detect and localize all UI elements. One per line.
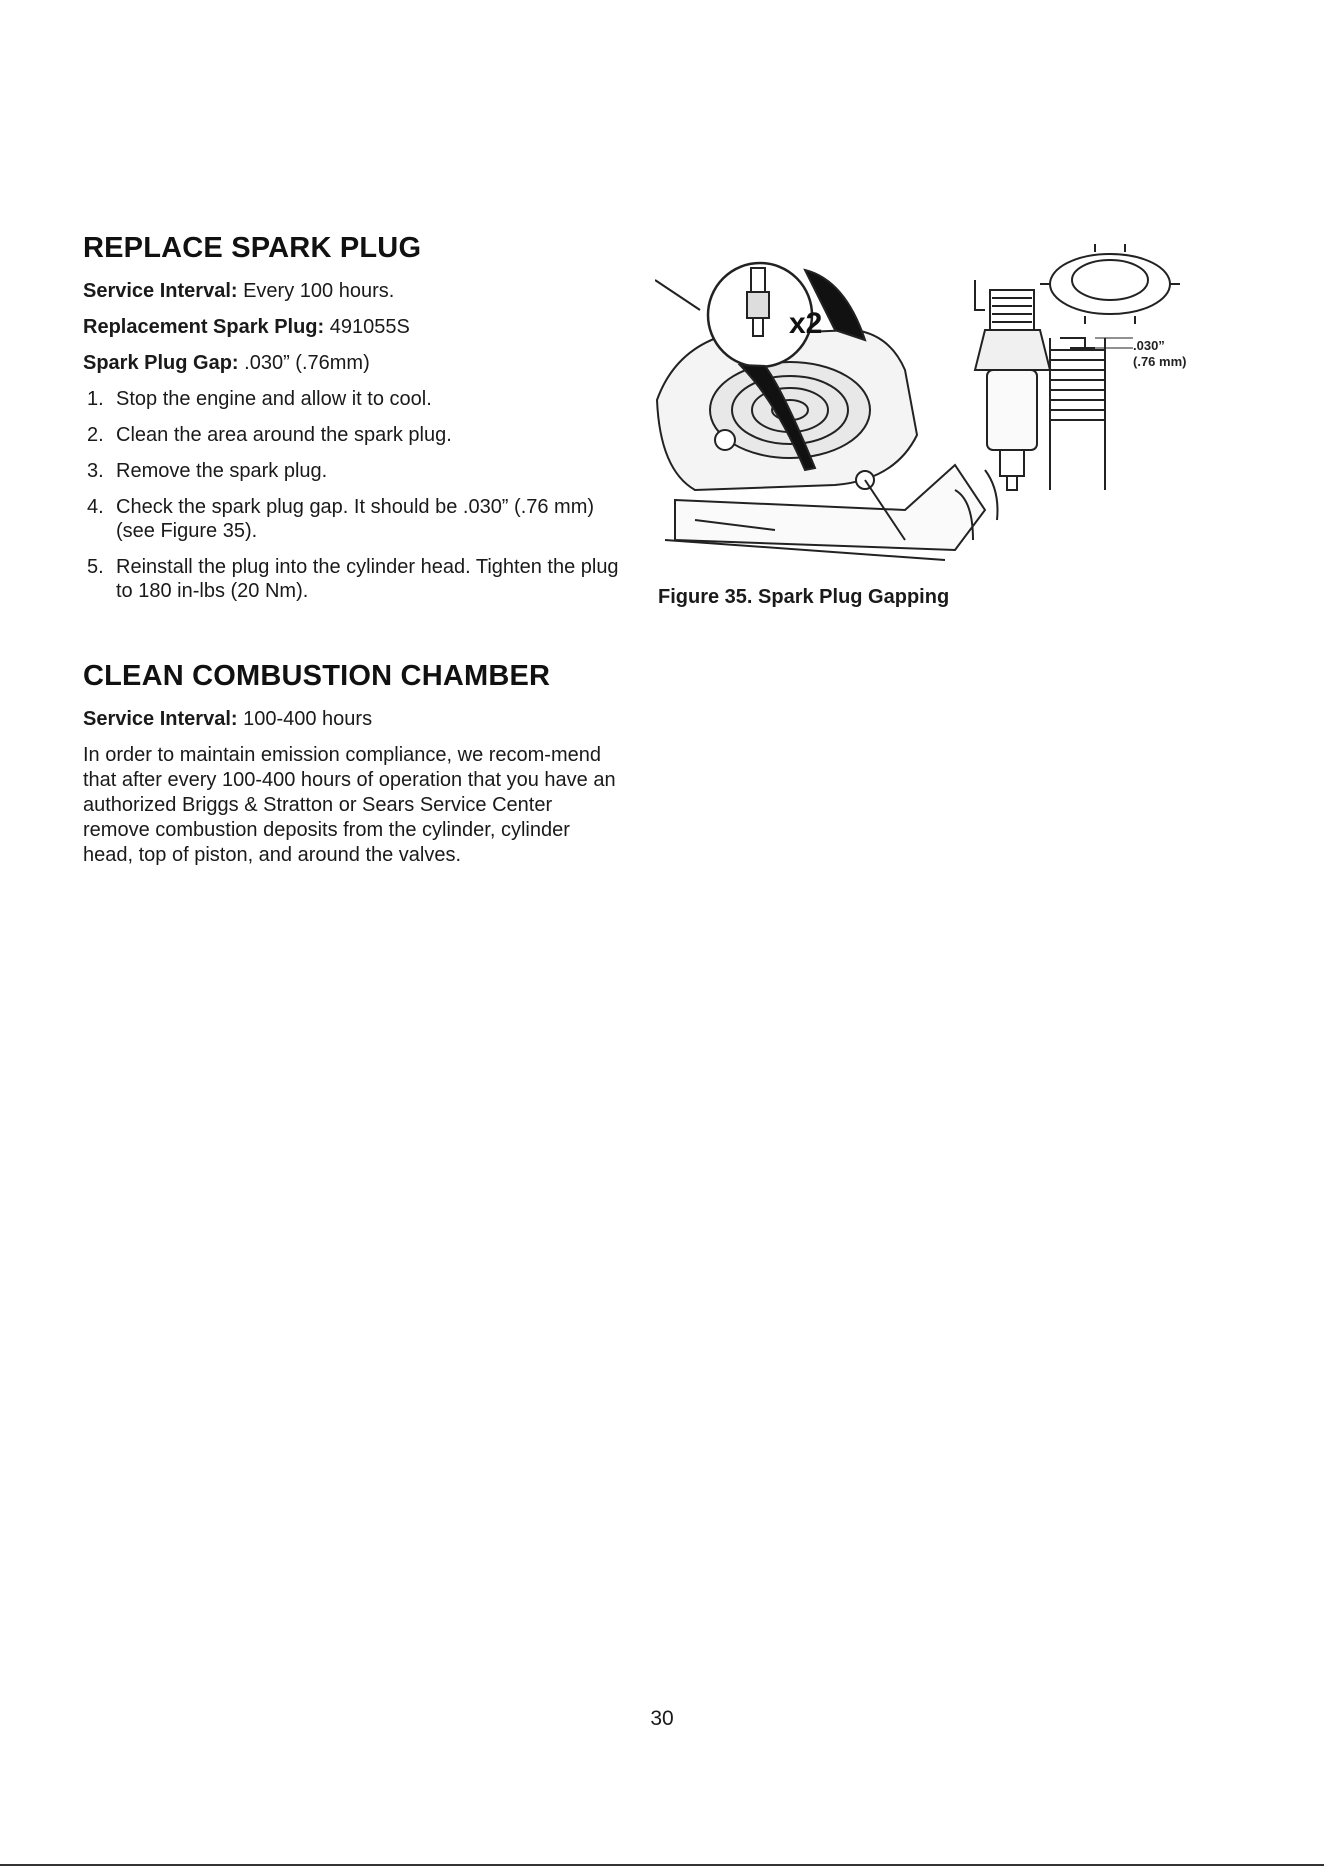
spec-label: Replacement Spark Plug: <box>83 316 325 338</box>
spark-plug-gapping-illustration <box>655 240 1215 580</box>
spec-label: Spark Plug Gap: <box>83 352 239 374</box>
spec-label: Service Interval: <box>83 280 238 302</box>
step-item: 4. Check the spark plug gap. It should be .030” (.76 mm) (see Figure 35). <box>87 496 595 542</box>
step-item: 2. Clean the area around the spark plug. <box>87 424 452 446</box>
page-number: 30 <box>650 1707 674 1730</box>
spec-value: 100-400 hours <box>237 708 373 730</box>
gap-inch-label: .030” <box>1133 338 1165 353</box>
step-item: 5. Reinstall the plug into the cylinder head. Tighten the plug to 180 in-lbs (20 Nm). <box>87 556 619 602</box>
spec-label: Service Interval: <box>83 708 238 730</box>
gap-mm-label: (.76 mm) <box>1133 354 1187 369</box>
section-title: REPLACE SPARK PLUG <box>83 232 422 264</box>
replacement-spark-plug <box>83 315 623 339</box>
step-item: 1. Stop the engine and allow it to cool. <box>87 388 432 410</box>
section-title: CLEAN COMBUSTION CHAMBER <box>83 660 551 692</box>
spec-value: Every 100 hours. <box>237 280 395 302</box>
service-interval <box>83 707 623 731</box>
replace-spark-plug-section <box>83 232 623 615</box>
step-item: 3. Remove the spark plug. <box>87 460 328 482</box>
steps-list <box>83 387 623 603</box>
spec-value: 491055S <box>324 316 410 338</box>
figure-caption: Figure 35. Spark Plug Gapping <box>658 586 950 608</box>
figure-35-illustration <box>655 240 1215 580</box>
body-paragraph: In order to maintain emission compliance, we recom-mend that after every 100-400 hours of operation that you have an authorized Briggs & Stratton or Sears Service Center remove combustion deposits from the cylinder, cylinder head, top of piston, and around the valves. <box>83 744 616 866</box>
bottom-rule <box>0 1864 1324 1866</box>
clean-combustion-chamber-section <box>83 660 623 868</box>
service-interval <box>83 279 623 303</box>
spark-plug-gap <box>83 351 623 375</box>
multiplier-label: x2 <box>789 307 823 340</box>
spec-value: .030” (.76mm) <box>238 352 370 374</box>
